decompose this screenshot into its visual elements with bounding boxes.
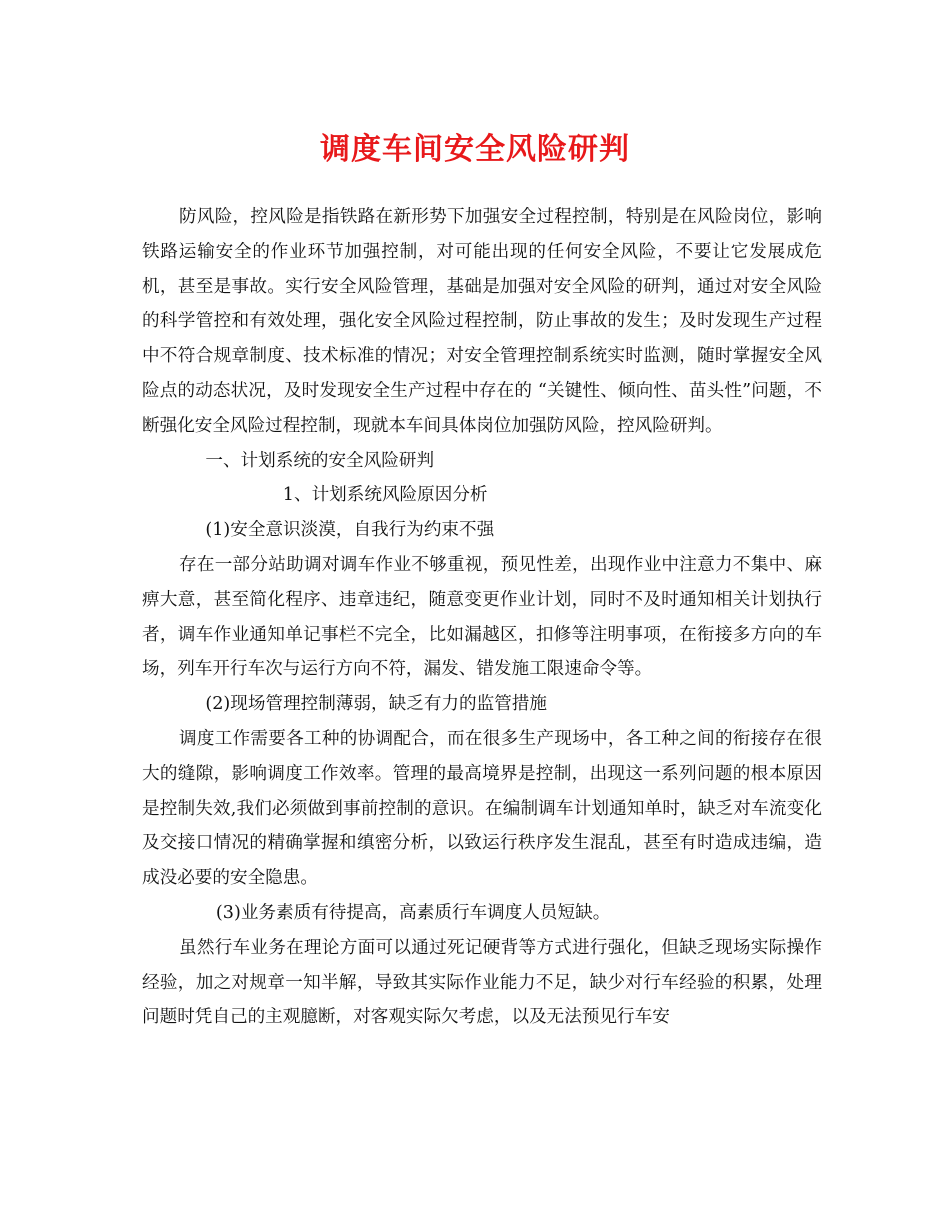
paragraph: 调度工作需要各工种的协调配合，而在很多生产现场中，各工种之间的衔接存在很大的缝隙，影响调度工作效率。管理的最高境界是控制，出现这一系列问题的根本原因是控制失效,我们必须做到事前控制的意识。在编制调车计划通知单时，缺乏对车流变化及交接口情况的精确掌握和缜密分析，以致运行秩序发生混乱，甚至有时造成违编，造成没必要的安全隐患。 bbox=[142, 728, 822, 889]
paragraph: 虽然行车业务在理论方面可以通过死记硬背等方式进行强化，但缺乏现场实际操作经验，加之对规章一知半解，导致其实际作业能力不足，缺少对行车经验的积累，处理问题时凭自己的主观臆断，对客观实际欠考虑，以及无法预见行车安 bbox=[142, 937, 822, 1028]
item-heading: (1)安全意识淡漠，自我行为约束不强 bbox=[205, 520, 495, 541]
item-heading: (2)现场管理控制薄弱，缺乏有力的监管措施 bbox=[205, 694, 547, 715]
paragraph: 存在一部分站助调对调车作业不够重视，预见性差，出现作业中注意力不集中、麻痹大意，甚至简化程序、违章违纪，随意变更作业计划，同时不及时通知相关计划执行者，调车作业通知单记事栏不完全，比如漏越区，扣修等注明事项，在衔接多方向的车场，列车开行车次与运行方向不符，漏发、错发施工限速命令等。 bbox=[142, 554, 822, 680]
item-heading: (3)业务素质有待提高，高素质行车调度人员短缺。 bbox=[215, 902, 611, 923]
subsection-heading: 1、计划系统风险原因分析 bbox=[282, 485, 488, 506]
section-heading: 一、计划系统的安全风险研判 bbox=[205, 450, 435, 471]
paragraph-intro: 防风险，控风险是指铁路在新形势下加强安全过程控制，特别是在风险岗位，影响铁路运输安全的作业环节加强控制，对可能出现的任何安全风险，不要让它发展成危机，甚至是事故。实行安全风险管理，基础是加强对安全风险的研判，通过对安全风险的科学管控和有效处理，强化安全风险过程控制，防止事故的发生；及时发现生产过程中不符合规章制度、技术标准的情况；对安全管理控制系统实时监测，随时掌握安全风险点的动态状况，及时发现安全生产过程中存在的 “关键性、倾向性、苗头性”问题，不断强化安全风险过程控制，现就本车间具体岗位加强防风险，控风险研判。 bbox=[142, 207, 822, 436]
document-title: 调度车间安全风险研判 bbox=[320, 132, 630, 167]
document-body bbox=[142, 200, 822, 1035]
